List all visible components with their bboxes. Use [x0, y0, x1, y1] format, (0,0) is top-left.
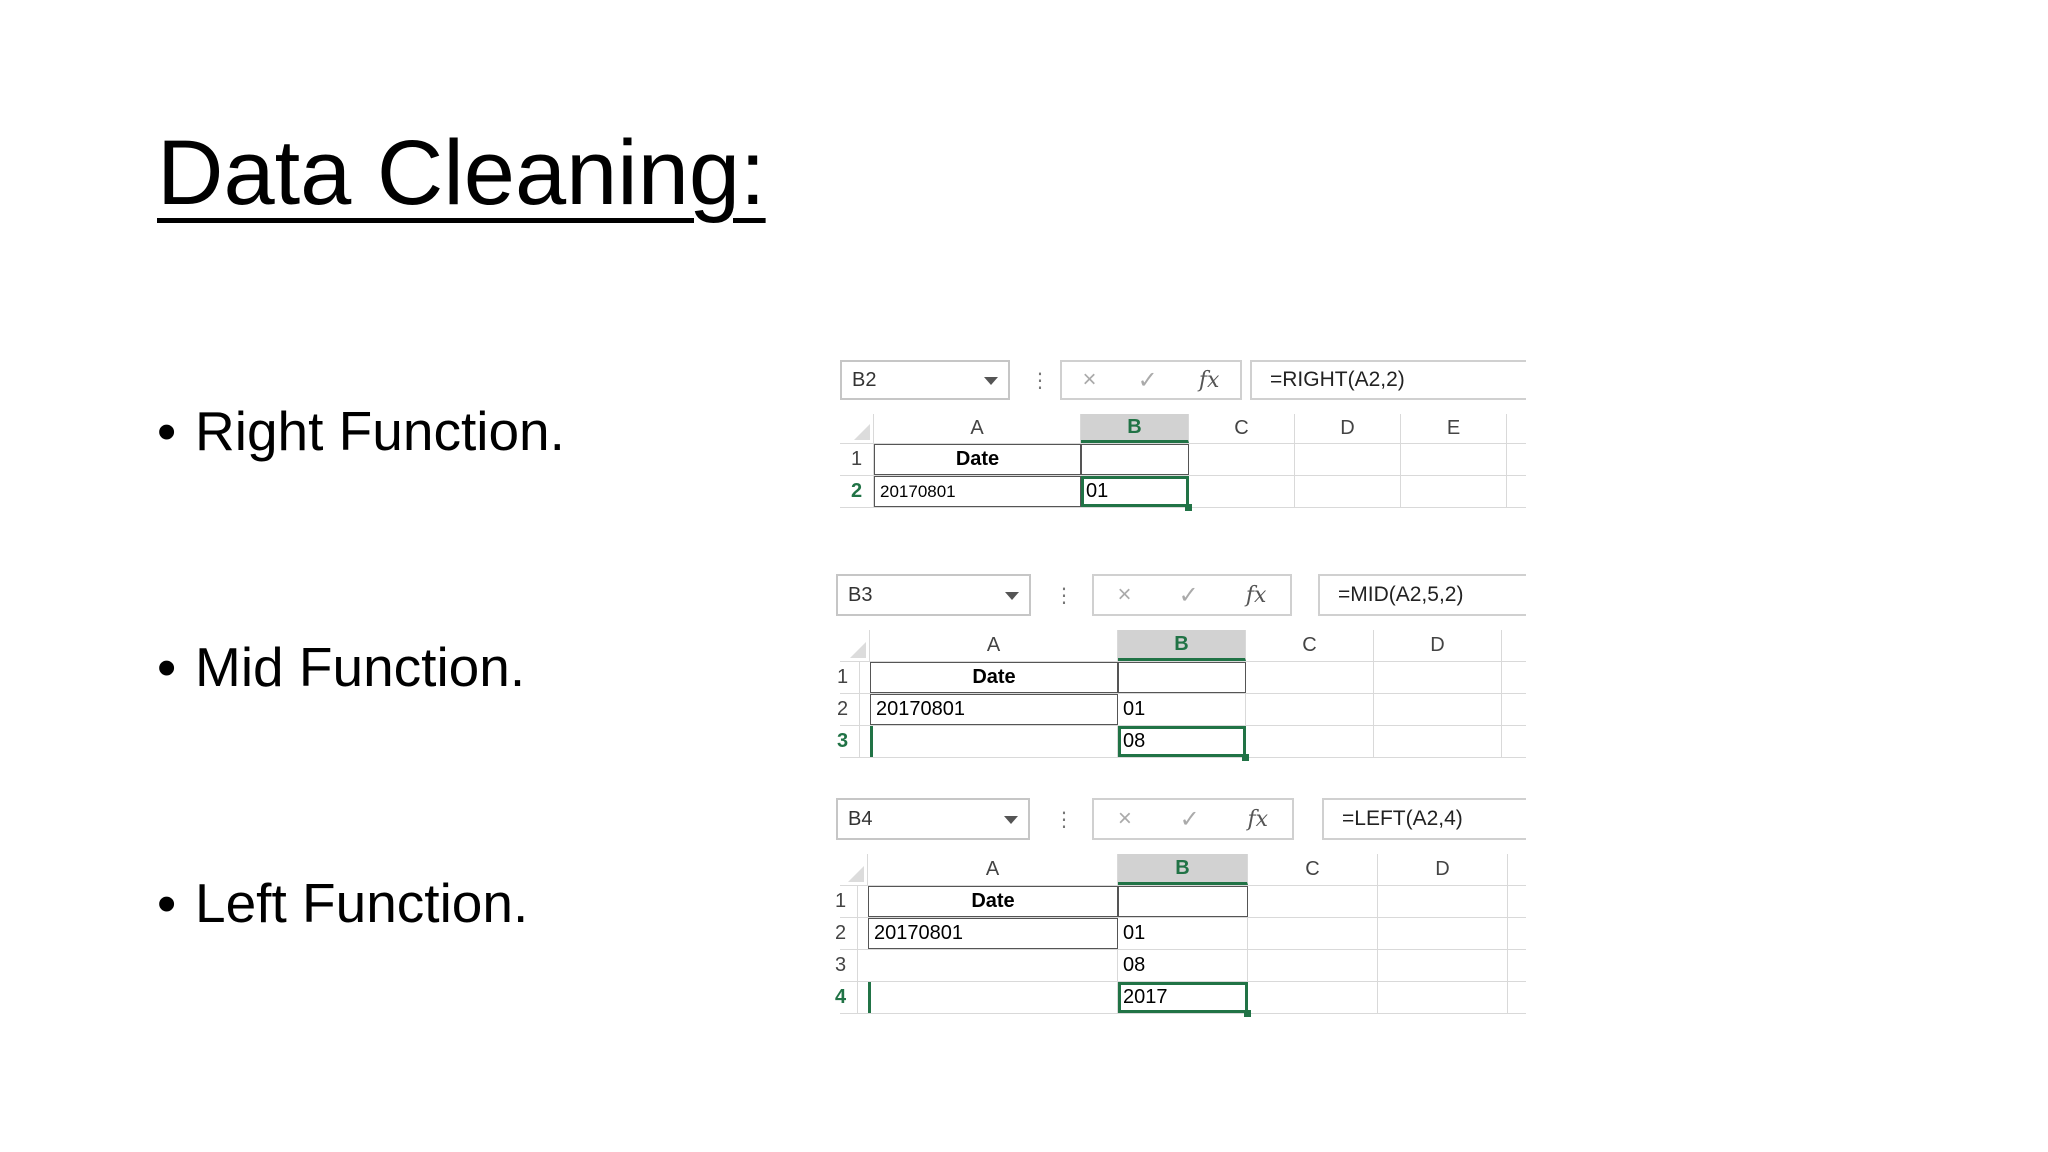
row-number[interactable]: 1 — [840, 444, 874, 475]
cell-b1[interactable] — [1081, 444, 1189, 475]
cell-c1[interactable] — [1246, 662, 1374, 693]
formula-bar — [840, 798, 1526, 840]
column-header-row — [840, 414, 1526, 444]
column-header-d[interactable]: D — [1378, 854, 1508, 885]
row-number[interactable]: 2 — [826, 694, 860, 725]
cell-a1[interactable]: Date — [870, 662, 1118, 693]
formula-input[interactable] — [1250, 360, 1526, 400]
slide-title: Data Cleaning: — [157, 122, 766, 224]
bullet-text: Left Function. — [195, 872, 529, 934]
table-row — [834, 886, 1526, 918]
column-header-b[interactable]: B — [1081, 414, 1189, 443]
select-all-corner[interactable] — [834, 854, 868, 885]
formula-bar — [840, 360, 1526, 400]
table-row — [840, 476, 1526, 508]
table-row — [834, 982, 1526, 1014]
cell-c3[interactable] — [1248, 950, 1378, 981]
table-row — [834, 918, 1526, 950]
column-header-a[interactable]: A — [870, 630, 1118, 661]
formula-buttons — [1060, 360, 1242, 400]
cell-d1[interactable] — [1295, 444, 1401, 475]
column-header-d[interactable]: D — [1295, 414, 1401, 443]
enter-check-icon[interactable]: ✓ — [1179, 805, 1200, 833]
cell-d1[interactable] — [1374, 662, 1502, 693]
insert-function-icon[interactable]: fx — [1198, 367, 1220, 393]
insert-function-icon[interactable]: fx — [1245, 582, 1267, 608]
row-number[interactable]: 2 — [824, 918, 858, 949]
column-header-c[interactable]: C — [1189, 414, 1295, 443]
cell-d4[interactable] — [1378, 982, 1508, 1013]
more-vertical-icon: ⋮ — [1054, 808, 1074, 831]
column-header-a[interactable]: A — [868, 854, 1118, 885]
select-all-corner[interactable] — [840, 414, 874, 443]
column-header-c[interactable]: C — [1248, 854, 1378, 885]
more-vertical-icon: ⋮ — [1030, 369, 1050, 392]
name-box-value: B2 — [852, 368, 877, 391]
cell-a3[interactable] — [868, 950, 1118, 981]
cell-grid — [836, 630, 1526, 766]
bullet-dot: • — [157, 872, 177, 934]
cell-grid — [834, 854, 1526, 1024]
spreadsheet-right-example — [840, 360, 1526, 512]
formula-text: =RIGHT(A2,2) — [1270, 368, 1405, 391]
cell-a1[interactable]: Date — [874, 444, 1081, 475]
formula-input[interactable] — [1322, 798, 1526, 840]
row-number[interactable]: 1 — [826, 662, 860, 693]
select-all-corner[interactable] — [836, 630, 870, 661]
cell-b2-active[interactable]: 01 — [1081, 476, 1189, 507]
bullet-dot: • — [157, 636, 177, 698]
formula-text: =LEFT(A2,4) — [1342, 807, 1463, 830]
table-row — [840, 444, 1526, 476]
cell-a2[interactable]: 20170801 — [868, 918, 1118, 949]
cell-b3-active[interactable]: 08 — [1118, 726, 1246, 757]
column-header-d[interactable]: D — [1374, 630, 1502, 661]
cancel-icon[interactable]: × — [1117, 805, 1132, 832]
table-row — [836, 694, 1526, 726]
cell-d3[interactable] — [1378, 950, 1508, 981]
column-header-c[interactable]: C — [1246, 630, 1374, 661]
enter-check-icon[interactable]: ✓ — [1137, 366, 1158, 394]
cell-d3[interactable] — [1374, 726, 1502, 757]
cell-a4[interactable] — [868, 982, 1118, 1013]
cell-b4-active[interactable]: 2017 — [1118, 982, 1248, 1013]
name-box-value: B4 — [848, 807, 873, 830]
cell-b2[interactable]: 01 — [1118, 918, 1248, 949]
bullet-left-function — [157, 870, 528, 936]
cell-e2[interactable] — [1401, 476, 1507, 507]
enter-check-icon[interactable]: ✓ — [1178, 581, 1199, 609]
name-box-value: B3 — [848, 583, 873, 606]
chevron-down-icon[interactable] — [984, 377, 998, 385]
cell-e1[interactable] — [1401, 444, 1507, 475]
cell-d2[interactable] — [1374, 694, 1502, 725]
formula-bar — [840, 574, 1526, 616]
cell-b2[interactable]: 01 — [1118, 694, 1246, 725]
row-number[interactable]: 3 — [824, 950, 858, 981]
cell-d2[interactable] — [1295, 476, 1401, 507]
row-number[interactable]: 4 — [824, 982, 858, 1013]
table-row — [834, 950, 1526, 982]
cell-a3[interactable] — [870, 726, 1118, 757]
more-vertical-icon: ⋮ — [1054, 584, 1074, 607]
table-row — [836, 726, 1526, 758]
cell-c1[interactable] — [1248, 886, 1378, 917]
insert-function-icon[interactable]: fx — [1247, 806, 1269, 832]
cell-b3[interactable]: 08 — [1118, 950, 1248, 981]
table-row — [836, 662, 1526, 694]
cell-grid — [840, 414, 1526, 512]
bullet-text: Mid Function. — [195, 636, 526, 698]
cell-b1[interactable] — [1118, 662, 1246, 693]
name-box[interactable] — [836, 798, 1030, 840]
cell-c2[interactable] — [1189, 476, 1295, 507]
row-number[interactable]: 1 — [824, 886, 858, 917]
cell-a2[interactable]: 20170801 — [874, 476, 1081, 507]
formula-buttons — [1092, 574, 1292, 616]
cancel-icon[interactable]: × — [1117, 581, 1132, 608]
bullet-mid-function — [157, 634, 525, 700]
cell-c2[interactable] — [1246, 694, 1374, 725]
column-header-b[interactable]: B — [1118, 630, 1246, 661]
name-box[interactable] — [840, 360, 1010, 400]
cell-c1[interactable] — [1189, 444, 1295, 475]
row-number[interactable]: 3 — [826, 726, 860, 757]
column-header-e[interactable]: E — [1401, 414, 1507, 443]
chevron-down-icon[interactable] — [1004, 816, 1018, 824]
cell-d2[interactable] — [1378, 918, 1508, 949]
spreadsheet-mid-example — [836, 574, 1526, 766]
column-header-row — [840, 630, 1526, 662]
formula-buttons — [1092, 798, 1294, 840]
bullet-dot: • — [157, 400, 177, 462]
cell-a1[interactable]: Date — [868, 886, 1118, 917]
cancel-icon[interactable]: × — [1082, 366, 1097, 393]
cell-c4[interactable] — [1248, 982, 1378, 1013]
cell-a2[interactable]: 20170801 — [870, 694, 1118, 725]
cell-c2[interactable] — [1248, 918, 1378, 949]
formula-text: =MID(A2,5,2) — [1338, 583, 1464, 606]
cell-c3[interactable] — [1246, 726, 1374, 757]
cell-d1[interactable] — [1378, 886, 1508, 917]
bullet-right-function — [157, 398, 565, 464]
column-header-b[interactable]: B — [1118, 854, 1248, 885]
formula-input[interactable] — [1318, 574, 1526, 616]
column-header-row — [840, 854, 1526, 886]
cell-b1[interactable] — [1118, 886, 1248, 917]
row-number[interactable]: 2 — [840, 476, 874, 507]
name-box[interactable] — [836, 574, 1031, 616]
bullet-text: Right Function. — [195, 400, 565, 462]
chevron-down-icon[interactable] — [1005, 592, 1019, 600]
spreadsheet-left-example — [834, 798, 1526, 1024]
column-header-a[interactable]: A — [874, 414, 1081, 443]
